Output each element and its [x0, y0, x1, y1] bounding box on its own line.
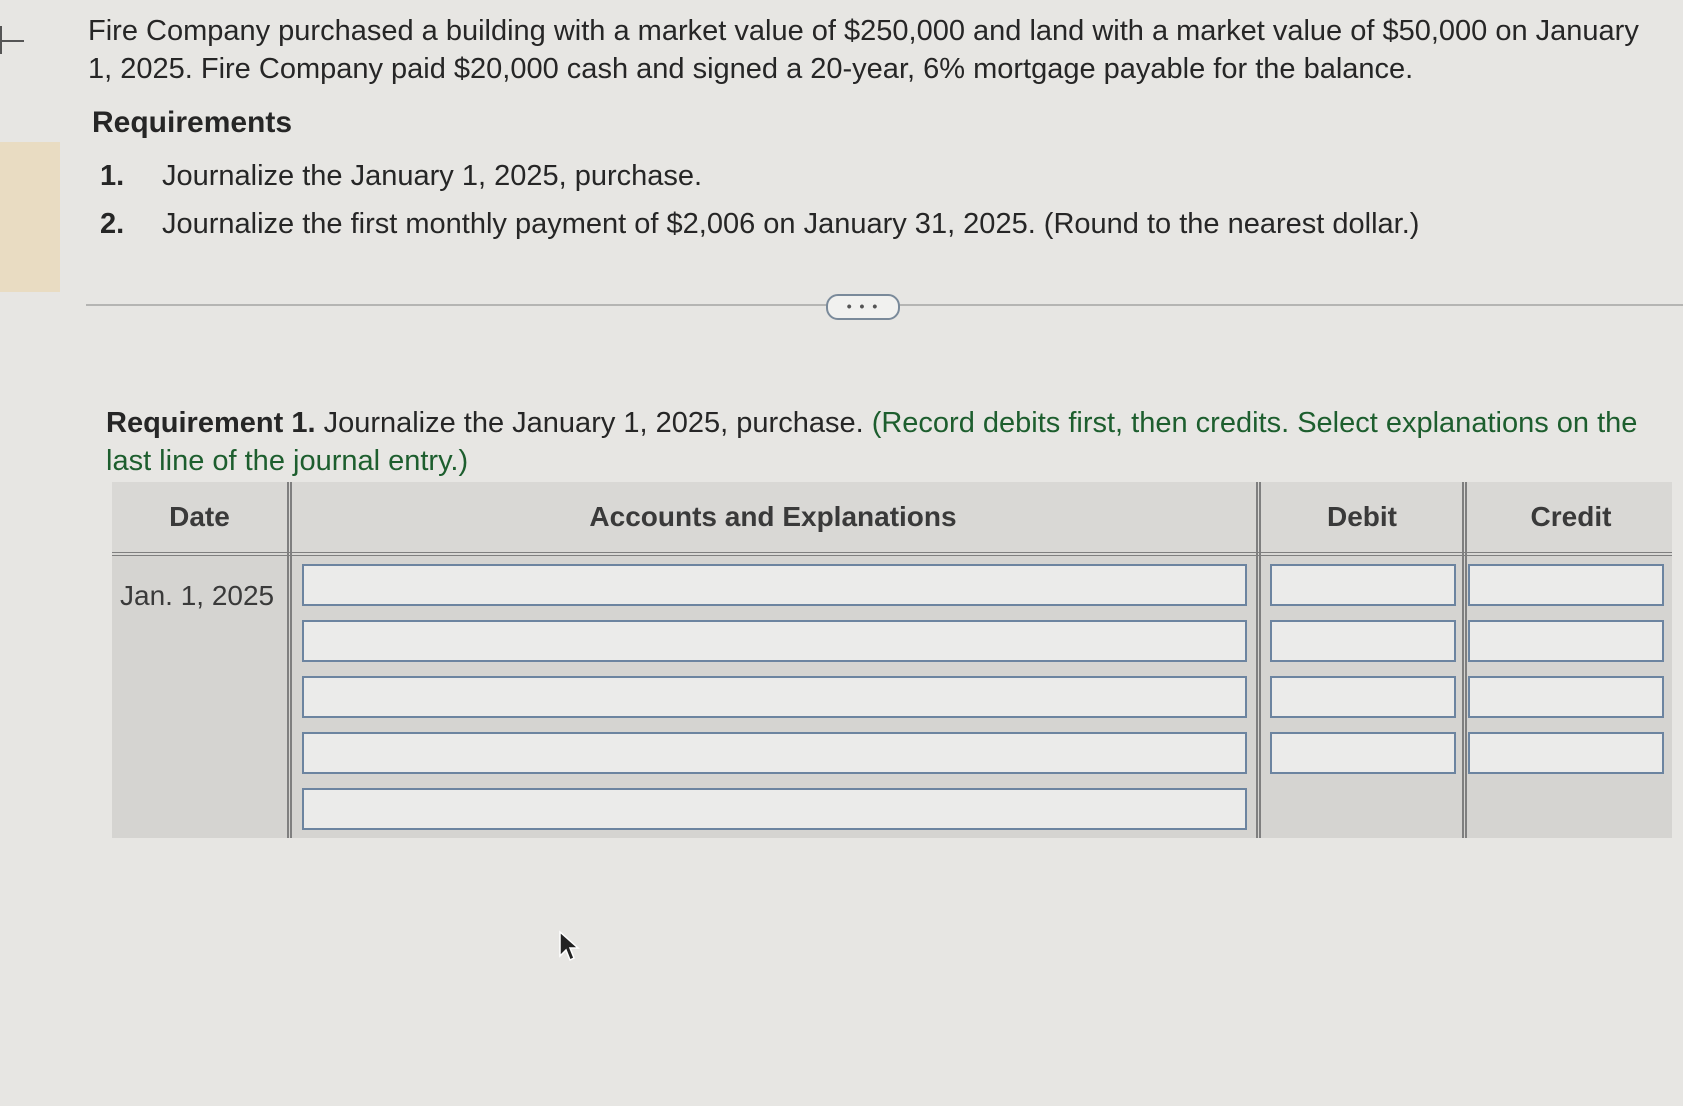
requirement-text: Journalize the first monthly payment of $2,006 on January 31, 2025. (Round to the nearest dollar.) — [162, 208, 1420, 240]
explanation-input[interactable] — [302, 788, 1247, 830]
account-input-3[interactable] — [302, 676, 1247, 718]
requirement-1-prompt — [106, 404, 1676, 480]
header-accounts: Accounts and Explanations — [589, 501, 957, 532]
column-divider — [1256, 482, 1261, 838]
credit-input-1[interactable] — [1468, 564, 1664, 606]
debit-input-4[interactable] — [1270, 732, 1456, 774]
requirement-number: 2. — [100, 208, 125, 240]
requirement-1-label: Requirement 1. — [106, 407, 316, 439]
expand-more-button[interactable]: • • • — [826, 294, 900, 320]
problem-statement: Fire Company purchased a building with a market value of $250,000 and land with a market value of $50,000 on January 1, 2025. Fire Company paid $20,000 cash and signed a 20-year, 6% mortgage payable for the balance. — [88, 15, 1639, 85]
requirement-1-instruction: (Record debits first, then credits. Select explanations on the last line of the journal entry.) — [106, 407, 1638, 477]
account-input-1[interactable] — [302, 564, 1247, 606]
journal-entry-table — [112, 482, 1672, 838]
account-input-2[interactable] — [302, 620, 1247, 662]
header-credit: Credit — [1530, 501, 1612, 532]
requirements-list — [100, 152, 1419, 248]
debit-input-1[interactable] — [1270, 564, 1456, 606]
requirement-item — [100, 200, 1419, 248]
back-arrow-icon[interactable] — [0, 40, 24, 42]
requirement-number: 1. — [100, 160, 125, 192]
header-date: Date — [169, 501, 230, 532]
requirement-1-text: Journalize the January 1, 2025, purchase. — [323, 407, 864, 439]
account-input-4[interactable] — [302, 732, 1247, 774]
journal-date: Jan. 1, 2025 — [120, 580, 275, 611]
debit-input-3[interactable] — [1270, 676, 1456, 718]
credit-input-4[interactable] — [1468, 732, 1664, 774]
debit-input-2[interactable] — [1270, 620, 1456, 662]
side-tab — [0, 142, 60, 292]
requirements-title: Requirements — [92, 106, 293, 139]
column-divider — [287, 482, 292, 838]
column-divider — [1462, 482, 1467, 838]
requirement-item — [100, 152, 1419, 200]
credit-input-3[interactable] — [1468, 676, 1664, 718]
header-debit: Debit — [1327, 501, 1397, 532]
journal-header-row — [112, 482, 1672, 556]
credit-input-2[interactable] — [1468, 620, 1664, 662]
requirement-text: Journalize the January 1, 2025, purchase. — [162, 160, 703, 192]
